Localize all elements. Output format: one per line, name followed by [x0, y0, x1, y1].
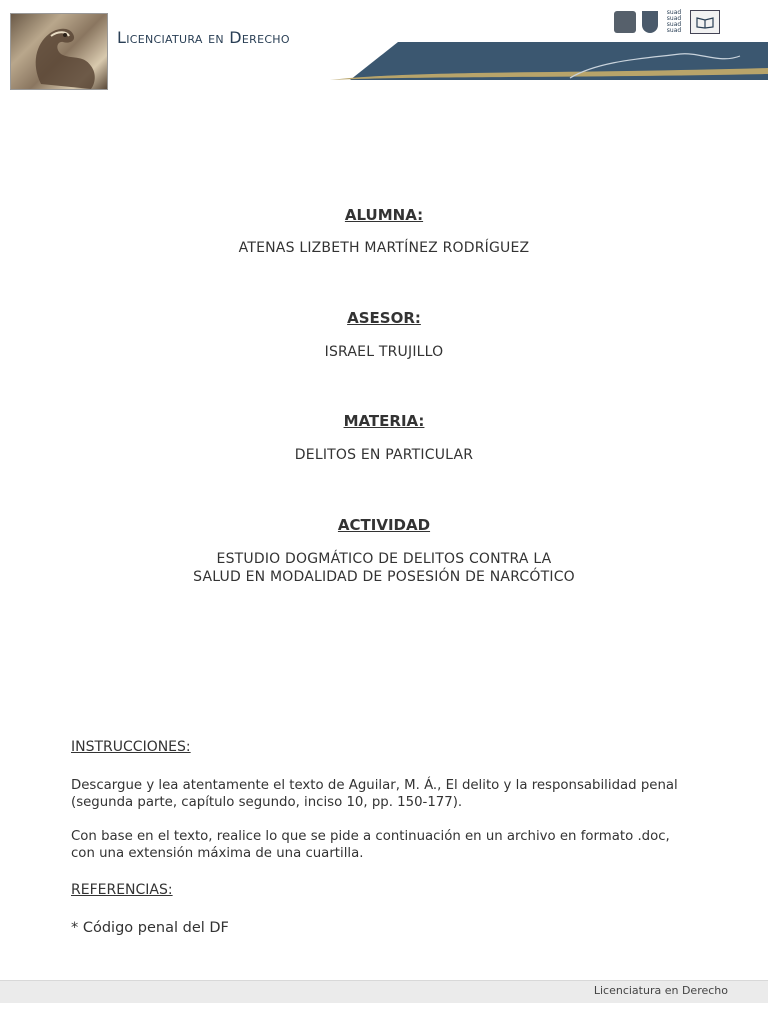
- faculty-shield-icon: [642, 11, 658, 33]
- activity-title-line-2: SALUD EN MODALIDAD DE POSESIÓN DE NARCÓTICO: [193, 569, 575, 585]
- page-header: [0, 0, 768, 95]
- header-band-decoration: [0, 40, 768, 80]
- subject-label: MATERIA:: [343, 412, 425, 430]
- student-name: ATENAS LIZBETH MARTÍNEZ RODRÍGUEZ: [238, 240, 530, 256]
- footer-program-name: Licenciatura en Derecho: [593, 984, 728, 997]
- references-heading: REFERENCIAS:: [71, 882, 173, 898]
- program-title: Licenciatura en Derecho: [117, 28, 290, 47]
- suad-wordmark-icon: suad suad suad suad: [666, 9, 682, 34]
- advisor-label: ASESOR:: [347, 309, 421, 327]
- page-footer: [0, 980, 768, 1003]
- instructions-paragraph-1: Descargue y lea atentamente el texto de Aguilar, M. Á., El delito y la responsabilidad penal (segunda parte, capítulo segundo, inciso 10, pp. 150-177).: [71, 778, 678, 810]
- advisor-section: [0, 309, 768, 361]
- reference-item: * Código penal del DF: [71, 920, 229, 936]
- subject-name: DELITOS EN PARTICULAR: [294, 447, 474, 463]
- instructions-heading: INSTRUCCIONES:: [71, 739, 191, 755]
- subject-section: [0, 412, 768, 464]
- student-label: ALUMNA:: [344, 206, 424, 224]
- activity-label: ACTIVIDAD: [337, 516, 431, 534]
- student-section: [0, 206, 768, 257]
- advisor-name: ISRAEL TRUJILLO: [324, 344, 444, 360]
- institution-logos: [614, 8, 720, 36]
- unam-seal-icon: [614, 11, 636, 33]
- book-icon: [690, 10, 720, 34]
- activity-title-line-1: ESTUDIO DOGMÁTICO DE DELITOS CONTRA LA: [216, 551, 552, 567]
- activity-section: [0, 516, 768, 586]
- instructions-paragraph-2: Con base en el texto, realice lo que se pide a continuación en un archivo en formato .doc, con una extensión máxima de una cuartilla.: [71, 829, 670, 861]
